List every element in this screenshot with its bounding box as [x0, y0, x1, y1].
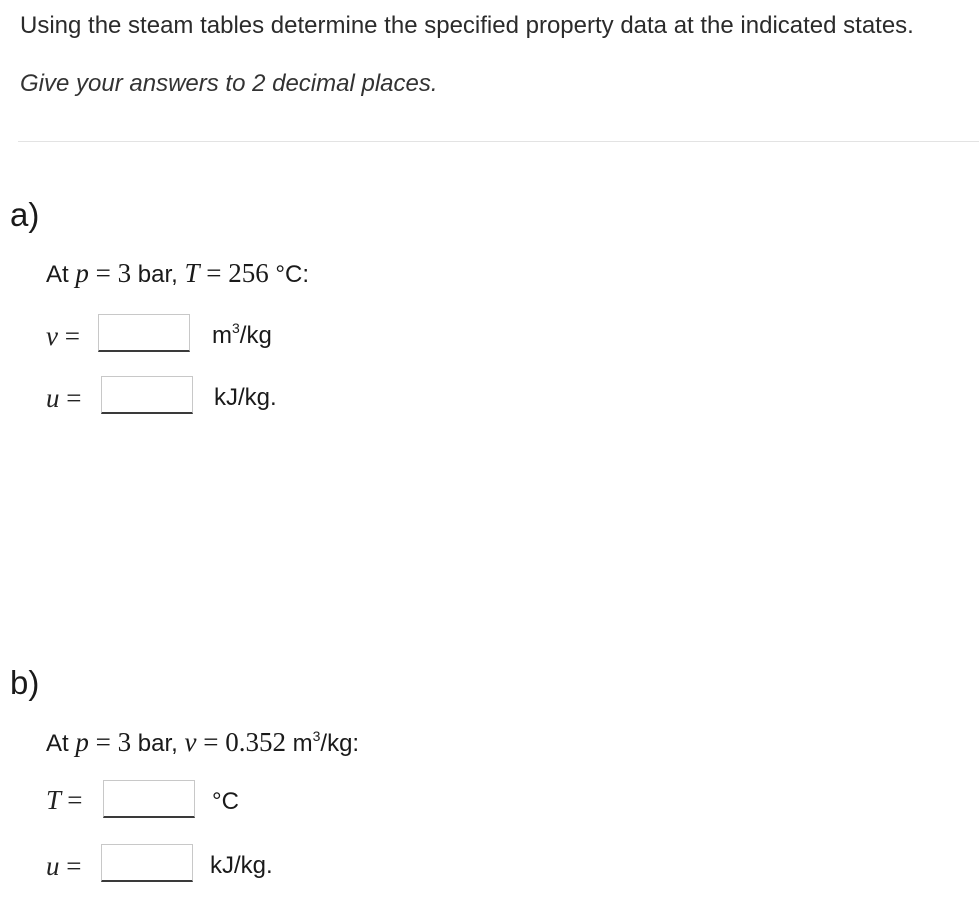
divider	[18, 141, 979, 142]
given-unit-specific-volume: $m^3/kg$:	[292, 728, 360, 757]
given-value-temperature: 256	[228, 258, 269, 288]
part-a-label: a)	[10, 196, 40, 233]
part-b-given: At p = 3 bar, v = 0.352 $m^3/kg$:	[46, 727, 360, 757]
instructions-text: Using the steam tables determine the specified property data at the indicated states.	[20, 12, 914, 39]
given-prefix: At	[46, 730, 69, 757]
unit-internal-energy-b: kJ/kg.	[210, 852, 273, 879]
given-value-specific-volume: 0.352	[225, 727, 286, 757]
given-symbol-p: p	[75, 258, 89, 288]
given-prefix: At	[46, 261, 69, 288]
given-symbol-T: T	[184, 258, 200, 288]
given-symbol-p: p	[75, 727, 89, 757]
unit-temperature: °C	[212, 788, 239, 815]
field-label-u: u =	[46, 383, 82, 413]
decimal-places-hint: Give your answers to 2 decimal places.	[20, 70, 438, 97]
field-label-T: T =	[46, 785, 83, 815]
internal-energy-input-b[interactable]	[101, 844, 193, 882]
specific-volume-input[interactable]	[98, 314, 190, 352]
field-label-u: u =	[46, 851, 82, 881]
part-a-given: At p = 3 bar, T = 256 °C:	[46, 258, 310, 288]
given-symbol-v: v	[184, 727, 197, 757]
given-unit-pressure: bar,	[137, 261, 178, 288]
given-value-pressure: 3	[117, 727, 132, 757]
part-b-label: b)	[10, 664, 40, 701]
given-value-pressure: 3	[117, 258, 132, 288]
field-label-v: v =	[46, 321, 80, 351]
given-unit-pressure: bar,	[137, 730, 178, 757]
unit-specific-volume: $m^3/kg$	[212, 320, 272, 349]
internal-energy-input-a[interactable]	[101, 376, 193, 414]
unit-internal-energy-a: kJ/kg.	[214, 384, 277, 411]
given-unit-temperature: °C:	[275, 261, 310, 288]
temperature-input[interactable]	[103, 780, 195, 818]
